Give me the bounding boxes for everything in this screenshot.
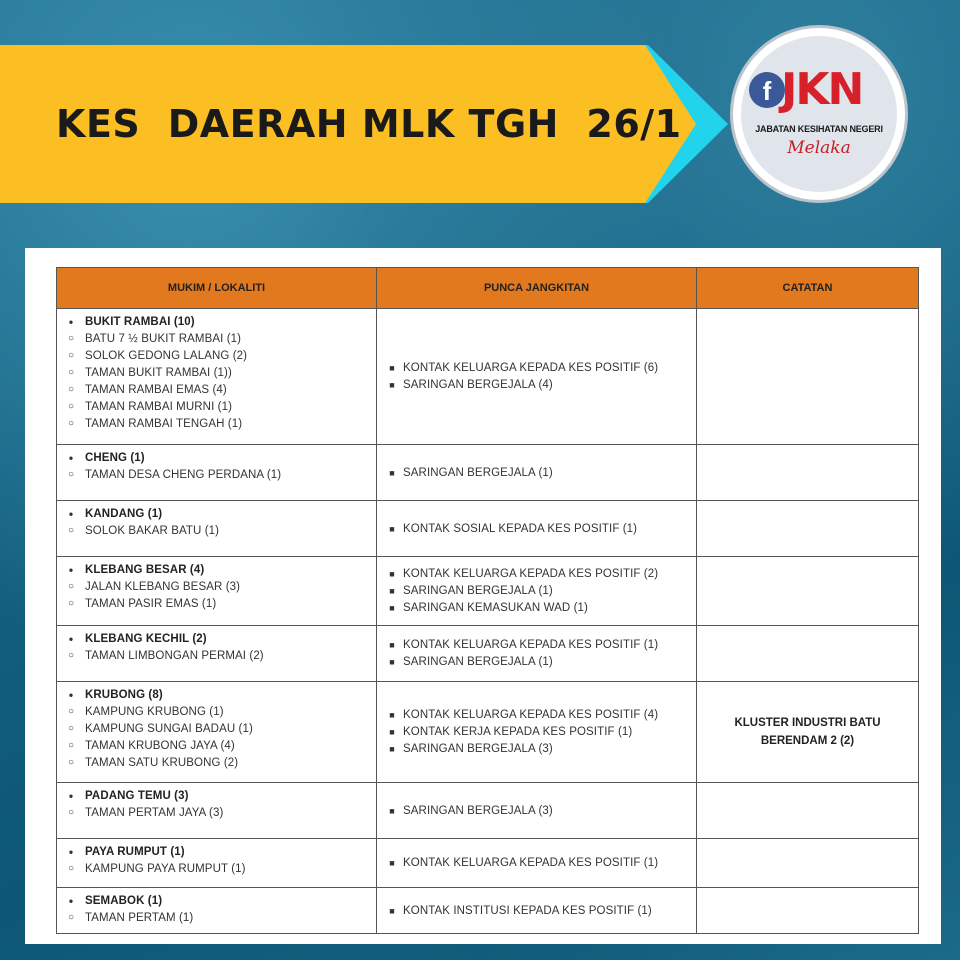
- circle-bullet-icon: ○: [67, 469, 75, 480]
- locality-name: KAMPUNG PAYA RUMPUT (1): [85, 862, 246, 875]
- source-cell: [377, 839, 697, 888]
- source-text: KONTAK INSTITUSI KEPADA KES POSITIF (1): [403, 904, 652, 917]
- square-bullet-icon: ■: [389, 710, 395, 720]
- note-cell: [697, 682, 919, 783]
- square-bullet-icon: ■: [389, 380, 395, 390]
- locality-line: [57, 860, 376, 877]
- locality-line: [57, 804, 376, 821]
- source-line: [377, 637, 696, 654]
- mukim-name: CHENG (1): [85, 451, 145, 464]
- locality-name: SOLOK GEDONG LALANG (2): [85, 349, 248, 362]
- mukim-cell: [57, 557, 377, 626]
- mukim-cell: [57, 682, 377, 783]
- square-bullet-icon: ■: [389, 905, 395, 916]
- source-text: SARINGAN KEMASUKAN WAD (1): [403, 602, 588, 614]
- locality-line: [57, 522, 376, 539]
- locality-name: JALAN KLEBANG BESAR (3): [85, 580, 241, 593]
- square-bullet-icon: ■: [389, 640, 395, 650]
- bullet-icon: •: [68, 506, 74, 521]
- square-bullet-icon: ■: [389, 657, 395, 667]
- square-bullet-icon: ■: [389, 363, 395, 373]
- locality-line: [57, 703, 376, 720]
- mukim-cell: [57, 445, 377, 501]
- header-catatan: CATATAN: [697, 268, 919, 309]
- mukim-line: [57, 630, 376, 647]
- note-cell: [697, 309, 919, 445]
- table-row: [57, 626, 919, 682]
- mukim-cell: [57, 783, 377, 839]
- table-row: [57, 501, 919, 557]
- cases-table: [56, 267, 919, 934]
- source-cell: [377, 626, 697, 682]
- source-line: [377, 802, 696, 819]
- source-text: SARINGAN BERGEJALA (1): [403, 656, 553, 668]
- mukim-name: KLEBANG BESAR (4): [85, 563, 205, 576]
- header-punca: PUNCA JANGKITAN: [377, 268, 697, 309]
- locality-line: [57, 381, 376, 398]
- locality-line: [57, 364, 376, 381]
- note-cell: [697, 557, 919, 626]
- square-bullet-icon: ■: [389, 523, 395, 534]
- circle-bullet-icon: ○: [67, 333, 75, 344]
- table-row: [57, 445, 919, 501]
- table-header-row: [57, 268, 919, 309]
- locality-name: SOLOK BAKAR BATU (1): [85, 524, 220, 537]
- mukim-line: [57, 561, 376, 578]
- mukim-line: [57, 313, 376, 330]
- source-text: KONTAK KELUARGA KEPADA KES POSITIF (2): [403, 568, 659, 580]
- source-line: [377, 566, 696, 583]
- logo-region: Melaka: [787, 138, 851, 158]
- source-text: KONTAK KELUARGA KEPADA KES POSITIF (1): [403, 857, 659, 869]
- mukim-name: KLEBANG KECHIL (2): [85, 632, 207, 645]
- mukim-line: [57, 449, 376, 466]
- square-bullet-icon: ■: [389, 586, 395, 596]
- mukim-name: KRUBONG (8): [85, 688, 163, 701]
- locality-line: [57, 595, 376, 612]
- table-row: [57, 682, 919, 783]
- locality-line: [57, 578, 376, 595]
- circle-bullet-icon: ○: [67, 650, 75, 661]
- source-text: KONTAK KERJA KEPADA KES POSITIF (1): [403, 726, 633, 738]
- source-line: [377, 654, 696, 671]
- source-text: KONTAK KELUARGA KEPADA KES POSITIF (4): [403, 709, 659, 721]
- note-cell: [697, 445, 919, 501]
- mukim-name: PADANG TEMU (3): [85, 789, 189, 802]
- mukim-line: [57, 787, 376, 804]
- mukim-cell: [57, 888, 377, 934]
- logo-name: JKN: [781, 64, 863, 115]
- note-cell: [697, 888, 919, 934]
- locality-line: [57, 647, 376, 664]
- title-banner: [0, 45, 730, 203]
- note-text: KLUSTER INDUSTRI BATU: [734, 717, 881, 729]
- locality-name: TAMAN PASIR EMAS (1): [85, 597, 217, 610]
- bullet-icon: •: [68, 687, 74, 702]
- note-cell: [697, 783, 919, 839]
- circle-bullet-icon: ○: [67, 723, 75, 734]
- locality-name: TAMAN KRUBONG JAYA (4): [85, 739, 235, 752]
- locality-name: BATU 7 ½ BUKIT RAMBAI (1): [85, 332, 242, 345]
- mukim-line: [57, 505, 376, 522]
- square-bullet-icon: ■: [389, 744, 395, 754]
- square-bullet-icon: ■: [389, 805, 395, 816]
- mukim-cell: [57, 839, 377, 888]
- circle-bullet-icon: ○: [67, 418, 75, 429]
- circle-bullet-icon: ○: [67, 757, 75, 768]
- source-text: KONTAK KELUARGA KEPADA KES POSITIF (1): [403, 639, 659, 651]
- note-cell: [697, 626, 919, 682]
- bullet-icon: •: [68, 788, 74, 803]
- source-line: [377, 520, 696, 537]
- bullet-icon: •: [68, 631, 74, 646]
- circle-bullet-icon: ○: [67, 367, 75, 378]
- mukim-name: BUKIT RAMBAI (10): [85, 315, 195, 328]
- mukim-name: SEMABOK (1): [85, 894, 163, 907]
- source-line: [377, 377, 696, 394]
- circle-bullet-icon: ○: [67, 740, 75, 751]
- source-line: [377, 724, 696, 741]
- source-line: [377, 855, 696, 872]
- note-cell: [697, 839, 919, 888]
- table-row: [57, 557, 919, 626]
- square-bullet-icon: ■: [389, 603, 395, 613]
- bullet-icon: •: [68, 844, 74, 859]
- page-title: KES DAERAH MLK TGH 26/1: [56, 102, 682, 146]
- circle-bullet-icon: ○: [67, 912, 75, 923]
- source-text: SARINGAN BERGEJALA (1): [403, 585, 553, 597]
- source-text: SARINGAN BERGEJALA (3): [403, 743, 553, 755]
- locality-line: [57, 720, 376, 737]
- circle-bullet-icon: ○: [67, 401, 75, 412]
- jkn-logo: [733, 28, 905, 200]
- locality-name: TAMAN PERTAM JAYA (3): [85, 806, 224, 819]
- mukim-cell: [57, 626, 377, 682]
- source-cell: [377, 682, 697, 783]
- table-panel: [25, 248, 941, 944]
- source-cell: [377, 445, 697, 501]
- source-line: [377, 741, 696, 758]
- note-text: BERENDAM 2 (2): [760, 735, 855, 747]
- locality-name: TAMAN RAMBAI MURNI (1): [85, 400, 233, 413]
- locality-name: TAMAN RAMBAI TENGAH (1): [85, 417, 243, 430]
- note-cell: [697, 501, 919, 557]
- bullet-icon: •: [68, 450, 74, 465]
- locality-line: [57, 466, 376, 483]
- locality-line: [57, 754, 376, 771]
- square-bullet-icon: ■: [389, 467, 395, 478]
- locality-line: [57, 415, 376, 432]
- table-row: [57, 309, 919, 445]
- locality-line: [57, 909, 376, 926]
- mukim-cell: [57, 309, 377, 445]
- circle-bullet-icon: ○: [67, 598, 75, 609]
- source-cell: [377, 309, 697, 445]
- circle-bullet-icon: ○: [67, 384, 75, 395]
- source-line: [377, 583, 696, 600]
- locality-name: TAMAN DESA CHENG PERDANA (1): [85, 468, 282, 481]
- header-mukim: MUKIM / LOKALITI: [57, 268, 377, 309]
- source-cell: [377, 501, 697, 557]
- source-text: KONTAK SOSIAL KEPADA KES POSITIF (1): [403, 522, 638, 535]
- locality-name: TAMAN SATU KRUBONG (2): [85, 756, 239, 769]
- locality-name: TAMAN PERTAM (1): [85, 911, 194, 924]
- source-text: SARINGAN BERGEJALA (4): [403, 379, 553, 391]
- mukim-line: [57, 686, 376, 703]
- table-row: [57, 839, 919, 888]
- mukim-name: KANDANG (1): [85, 507, 163, 520]
- locality-name: TAMAN BUKIT RAMBAI (1)): [85, 366, 232, 379]
- source-text: KONTAK KELUARGA KEPADA KES POSITIF (6): [403, 362, 659, 374]
- square-bullet-icon: ■: [389, 569, 395, 579]
- locality-name: TAMAN LIMBONGAN PERMAI (2): [85, 649, 264, 662]
- source-cell: [377, 888, 697, 934]
- circle-bullet-icon: ○: [67, 350, 75, 361]
- table-row: [57, 888, 919, 934]
- locality-name: KAMPUNG KRUBONG (1): [85, 705, 224, 718]
- logo-subtitle: JABATAN KESIHATAN NEGERI: [755, 124, 883, 134]
- source-line: [377, 600, 696, 617]
- source-text: SARINGAN BERGEJALA (1): [403, 466, 553, 479]
- source-text: SARINGAN BERGEJALA (3): [403, 804, 553, 817]
- facebook-icon: f: [749, 72, 785, 108]
- circle-bullet-icon: ○: [67, 863, 75, 874]
- mukim-name: PAYA RUMPUT (1): [85, 845, 185, 858]
- square-bullet-icon: ■: [389, 727, 395, 737]
- source-line: [377, 360, 696, 377]
- source-line: [377, 707, 696, 724]
- bullet-icon: •: [68, 893, 74, 908]
- locality-line: [57, 398, 376, 415]
- circle-bullet-icon: ○: [67, 525, 75, 536]
- square-bullet-icon: ■: [389, 858, 395, 868]
- bullet-icon: •: [68, 314, 74, 329]
- locality-name: KAMPUNG SUNGAI BADAU (1): [85, 722, 253, 735]
- circle-bullet-icon: ○: [67, 581, 75, 592]
- source-cell: [377, 783, 697, 839]
- circle-bullet-icon: ○: [67, 706, 75, 717]
- table-row: [57, 783, 919, 839]
- source-line: [377, 902, 696, 919]
- locality-name: TAMAN RAMBAI EMAS (4): [85, 383, 227, 396]
- mukim-cell: [57, 501, 377, 557]
- mukim-line: [57, 843, 376, 860]
- source-line: [377, 464, 696, 481]
- source-cell: [377, 557, 697, 626]
- bullet-icon: •: [68, 562, 74, 577]
- circle-bullet-icon: ○: [67, 807, 75, 818]
- locality-line: [57, 330, 376, 347]
- mukim-line: [57, 892, 376, 909]
- locality-line: [57, 737, 376, 754]
- locality-line: [57, 347, 376, 364]
